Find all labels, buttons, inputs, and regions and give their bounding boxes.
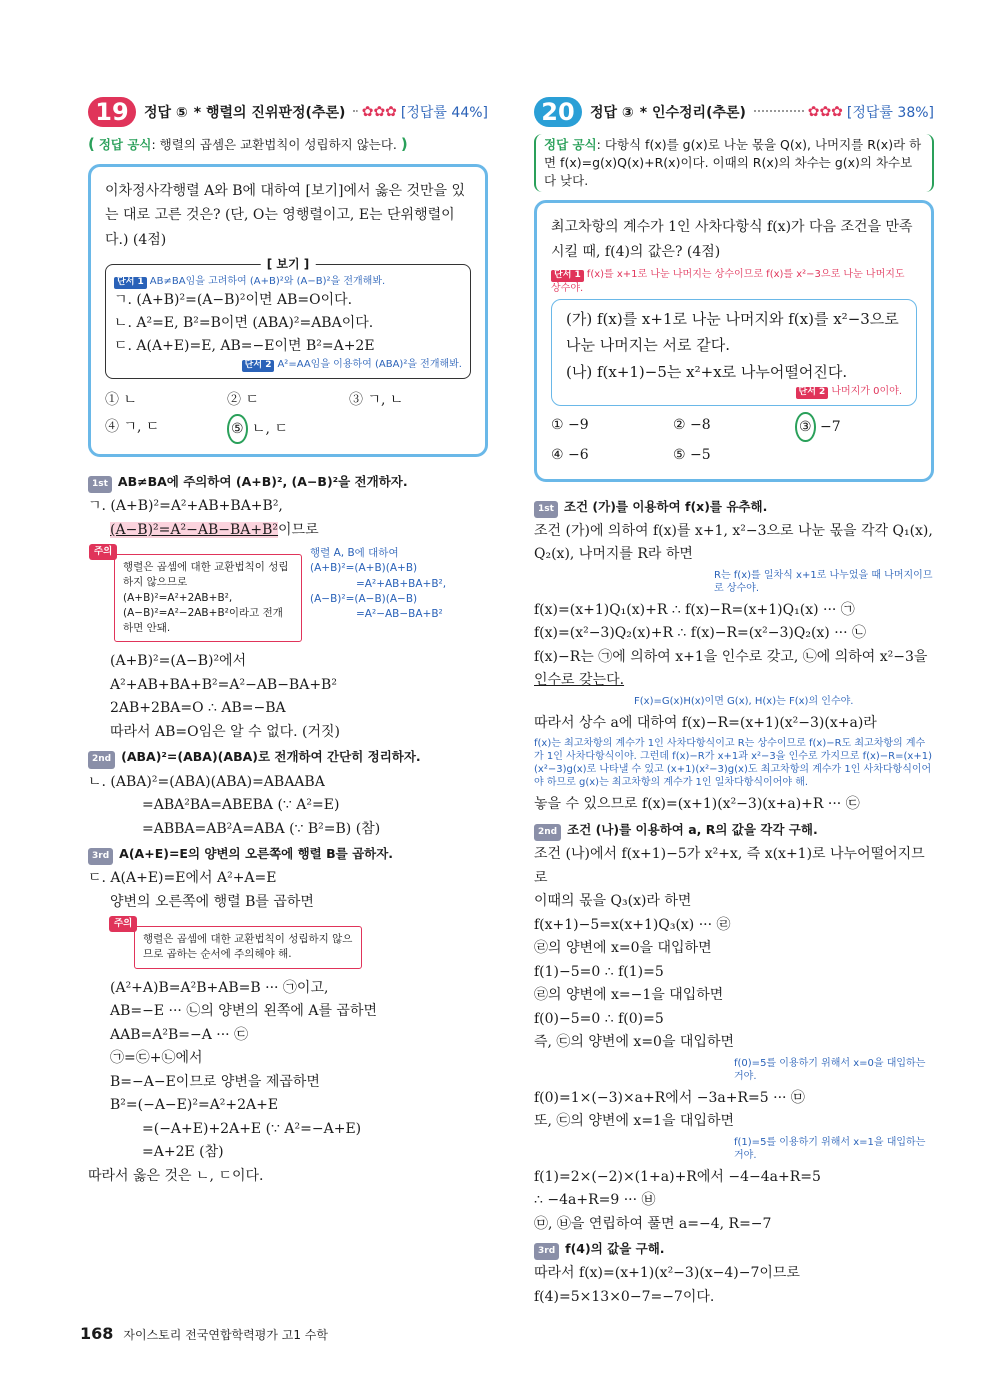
choice-3: ③ ㄱ, ㄴ xyxy=(349,391,404,408)
step-text: AB≠BA에 주의하여 (A+B)², (A−B)²을 전개하자. xyxy=(117,474,408,490)
q19-question-box xyxy=(88,164,488,457)
step-badge: 2nd xyxy=(88,751,115,768)
answer-circle: ⑤ xyxy=(227,414,248,445)
sol-line: 인수로 갖는다. xyxy=(534,672,625,689)
sol-line: 조건 (가)에 의하여 f(x)를 x+1, x²−3으로 나눈 몫을 각각 Q₁(x), xyxy=(534,522,933,539)
step-text: 조건 (가)를 이용하여 f(x)를 유추해. xyxy=(563,498,768,514)
sol-line: ㄷ. A(A+E)=E에서 A²+A=E xyxy=(88,870,277,887)
sol-line: 놓을 수 있으므로 f(x)=(x+1)(x²−3)(x+a)+R ··· ㉢ xyxy=(534,796,860,813)
caution-note xyxy=(94,546,302,642)
sol-line: ∴ −4a+R=9 ··· ㉥ xyxy=(534,1192,656,1209)
q20-solution xyxy=(534,496,934,1310)
sol-line: ㉣의 양변에 x=0을 대입하면 xyxy=(534,940,712,957)
step-badge: 3rd xyxy=(534,1243,559,1260)
sol-line: f(x+1)−5=x(x+1)Q₃(x) ··· ㉣ xyxy=(534,916,731,933)
sol-line: =ABBA=AB²A=ABA (∵ B²=B) (참) xyxy=(142,820,381,837)
caution-tag: 주의 xyxy=(109,916,137,932)
caution-tag: 주의 xyxy=(89,544,117,560)
sol-line: =A+2E (참) xyxy=(142,1144,224,1161)
sol-line: A²+AB+BA+B²=A²−AB−BA+B² xyxy=(110,676,337,693)
sol-line: ㉤, ㉥을 연립하여 풀면 a=−4, R=−7 xyxy=(534,1215,772,1232)
sol-line: 조건 (나)에서 f(x+1)−5가 x²+x, 즉 x(x+1)로 나누어떨어지므로 xyxy=(534,846,925,886)
hint-1 xyxy=(551,268,917,295)
sol-line: Q₂(x), 나머지를 R라 하면 xyxy=(534,546,693,563)
hint-2-tag: 단서 2 xyxy=(242,360,275,372)
sol-line: 2AB+2BA=O ∴ AB=−BA xyxy=(110,700,286,717)
choice-3 xyxy=(795,412,917,443)
hint-2-text: A²=AA임을 이용하여 (ABA)²을 전개해봐. xyxy=(277,359,462,371)
step-badge: 3rd xyxy=(88,848,113,865)
sol-line: B²=(−A−E)²=A²+2A+E xyxy=(110,1097,279,1114)
q19-rate: [정답률 44%] xyxy=(400,105,488,121)
bogi-item-1: ㄱ. (A+B)²=(A−B)²이면 AB=O이다. xyxy=(114,291,353,308)
q20-choices xyxy=(551,412,917,469)
sol-line: B=−A−E이므로 양변을 제곱하면 xyxy=(110,1073,320,1090)
step-2 xyxy=(534,819,934,841)
caution-text: 행렬은 곱셈에 대한 교환법칙이 성립하지 않으므로 곱하는 순서에 주의해야 해. xyxy=(143,933,353,961)
q20-formula xyxy=(534,134,934,192)
step-1 xyxy=(534,496,934,518)
hint-2-text: 나머지가 0이야. xyxy=(831,385,902,397)
q19-formula: ( 정답 공식: 행렬의 곱셈은 교환법칙이 성립하지 않는다. ) xyxy=(88,135,408,153)
sol-highlight: (A−B)²=A²−AB−BA+B² xyxy=(110,521,279,538)
sol-note: f(1)=5를 이용하기 위해서 x=1을 대입하는 거야. xyxy=(734,1136,926,1161)
step-1 xyxy=(88,471,488,493)
q20-rate: [정답률 38%] xyxy=(846,105,934,121)
hint-2-tag: 단서 2 xyxy=(796,387,829,399)
sol-line: f(x)=(x²−3)Q₂(x)+R ∴ f(x)−R=(x²−3)Q₂(x) ··· ㉡ xyxy=(534,625,867,642)
q20-number: 20 xyxy=(534,97,582,127)
q19-header xyxy=(88,96,488,128)
sol-line: (A+B)²=(A−B)²에서 xyxy=(110,653,247,670)
condition-2: (나) f(x+1)−5는 x²+x로 나누어떨어진다. xyxy=(566,362,848,381)
step-badge: 2nd xyxy=(534,824,561,841)
sol-line: 따라서 AB=O임은 알 수 없다. (거짓) xyxy=(110,723,340,740)
formula-label: 정답 공식 xyxy=(98,137,152,152)
sol-line: f(0)−5=0 ∴ f(0)=5 xyxy=(534,1010,664,1027)
sol-note: R는 f(x)를 일차식 x+1로 나누었을 때 나머지이므로 상수야. xyxy=(714,569,933,594)
sol-line: 즉, ㉢의 양변에 x=0을 대입하면 xyxy=(534,1034,735,1051)
q19-number: 19 xyxy=(88,97,136,127)
sol-line: f(1)−5=0 ∴ f(1)=5 xyxy=(534,963,664,980)
hint-1-text: AB≠BA임을 고려하여 (A+B)²와 (A−B)²을 전개해봐. xyxy=(149,276,386,288)
sol-note: F(x)=G(x)H(x)이면 G(x), H(x)는 F(x)의 인수야. xyxy=(634,695,854,707)
sol-line: ㉣의 양변에 x=−1을 대입하면 xyxy=(534,987,724,1004)
bogi-box xyxy=(105,257,471,379)
page-number: 168 xyxy=(80,1324,114,1343)
q20-answer: 정답 ③ xyxy=(590,105,634,121)
sol-line: (A²+A)B=A²B+AB=B ··· ㉠이고, xyxy=(110,979,329,996)
q19-solution xyxy=(88,471,488,1188)
step-text: 조건 (나)를 이용하여 a, R의 값을 각각 구해. xyxy=(567,821,818,837)
sol-line: 양변의 오른쪽에 행렬 B를 곱하면 xyxy=(110,893,314,910)
condition-box xyxy=(551,299,917,405)
sol-line: ㉠=㉢+㉡에서 xyxy=(110,1050,203,1067)
sol-line: AB=−E ··· ㉡의 양변의 왼쪽에 A를 곱하면 xyxy=(110,1003,378,1020)
bogi-title: [ 보기 ] xyxy=(261,255,316,275)
bogi-item-2: ㄴ. A²=E, B²=B이면 (ABA)²=ABA이다. xyxy=(114,315,374,332)
sol-line: 이때의 몫을 Q₃(x)라 하면 xyxy=(534,893,692,910)
sol-line-suffix: 이므로 xyxy=(278,521,319,538)
q20-question: 최고차항의 계수가 1인 사차다항식 f(x)가 다음 조건을 만족시킬 때, f(4)의 값은? (4점) xyxy=(551,219,913,260)
choice-5: ⑤ −5 xyxy=(673,447,711,464)
question-20 xyxy=(534,96,934,1309)
sol-line: =(−A+E)+2A+E (∵ A²=−A+E) xyxy=(142,1120,362,1137)
leader-dots xyxy=(353,109,357,112)
step-3 xyxy=(534,1238,934,1260)
hint-1-tag: 단서 1 xyxy=(114,277,147,289)
hint-2 xyxy=(114,358,462,372)
formula-text: : 다항식 f(x)를 g(x)로 나눈 몫을 Q(x), 나머지를 R(x)라 하면 f(x)=g(x)Q(x)+R(x)이다. 이때의 R(x)의 차수는 g(x)의 차수보다 낮다. xyxy=(544,137,922,189)
step-badge: 1st xyxy=(534,501,558,518)
choice-2: ② −8 xyxy=(673,416,711,433)
sol-line: ㄱ. (A+B)²=A²+AB+BA+B², xyxy=(88,498,283,515)
bogi-item-3: ㄷ. A(A+E)=E, AB=−E이면 B²=A+2E xyxy=(114,338,375,355)
sol-conclusion: f(4)=5×13×0−7=−7이다. xyxy=(534,1288,715,1305)
step-text: A(A+E)=E의 양변의 오른쪽에 행렬 B를 곱하자. xyxy=(119,846,394,862)
q19-answer: 정답 ⑤ xyxy=(144,105,188,121)
difficulty-stars-icon: ✿✿✿ xyxy=(361,104,397,120)
book-title: 자이스토리 전국연합학력평가 고1 수학 xyxy=(123,1328,328,1342)
leader-dots xyxy=(754,109,804,112)
step-text: (ABA)²=(ABA)(ABA)로 전개하여 간단히 정리하자. xyxy=(121,749,421,765)
side-line: (A−B)²=(A−B)(A−B) xyxy=(310,592,418,605)
page-footer xyxy=(80,1324,328,1343)
q19-choices xyxy=(105,387,471,444)
choice-1: ① −9 xyxy=(551,416,589,433)
q20-topic: * 인수정리(추론) xyxy=(639,105,746,121)
choice-3-text: −7 xyxy=(820,418,841,435)
sol-line: =ABA²BA=ABEBA (∵ A²=E) xyxy=(142,797,340,814)
side-line: (A+B)²=(A+B)(A+B) xyxy=(310,562,418,575)
answer-circle: ③ xyxy=(795,412,816,443)
side-line: 행렬 A, B에 대하여 xyxy=(310,547,399,560)
sol-line: f(1)=2×(−2)×(1+a)+R에서 −4−4a+R=5 xyxy=(534,1168,821,1185)
side-line: =A²−AB−BA+B² xyxy=(356,608,443,621)
sol-note: f(0)=5를 이용하기 위해서 x=0을 대입하는 거야. xyxy=(734,1057,926,1082)
choice-5 xyxy=(227,414,349,445)
choice-4: ④ ㄱ, ㄷ xyxy=(105,418,160,435)
step-badge: 1st xyxy=(88,476,112,493)
sol-line: f(0)=1×(−3)×a+R에서 −3a+R=5 ··· ㉤ xyxy=(534,1089,805,1106)
sol-line: 따라서 f(x)=(x+1)(x²−3)(x−4)−7이므로 xyxy=(534,1265,800,1282)
choice-1: ① ㄴ xyxy=(105,391,137,408)
sol-line: ㄴ. (ABA)²=(ABA)(ABA)=ABAABA xyxy=(88,773,325,790)
sol-line: 또, ㉢의 양변에 x=1을 대입하면 xyxy=(534,1113,735,1130)
step-3 xyxy=(88,843,488,865)
q19-topic: * 행렬의 진위판정(추론) xyxy=(193,105,346,121)
sol-line: f(x)=(x+1)Q₁(x)+R ∴ f(x)−R=(x+1)Q₁(x) ··· ㉠ xyxy=(534,601,855,618)
question-19 xyxy=(88,96,488,1188)
step-2 xyxy=(88,746,488,768)
step-text: f(4)의 값을 구해. xyxy=(565,1241,665,1257)
difficulty-stars-icon: ✿✿✿ xyxy=(807,104,843,120)
q19-question: 이차정사각행렬 A와 B에 대하여 [보기]에서 옳은 것만을 있는 대로 고른 것은? (단, O는 영행렬이고, E는 단위행렬이다.) (4점) xyxy=(105,182,466,248)
hint-1-text: f(x)를 x+1로 나눈 나머지는 상수이므로 f(x)를 x²−3으로 나눈 나머지도 상수야. xyxy=(551,269,905,295)
expansion-note xyxy=(310,542,446,650)
sol-line: f(x)−R는 ㉠에 의하여 x+1을 인수로 갖고, ㉡에 의하여 x²−3을 xyxy=(534,648,928,665)
hint-1-tag: 단서 1 xyxy=(551,270,584,282)
caution-note-2 xyxy=(114,918,362,968)
choice-5-text: ㄴ, ㄷ xyxy=(252,420,288,437)
sol-line: AAB=A²B=−A ··· ㉢ xyxy=(110,1026,249,1043)
sol-note: f(x)는 최고차항의 계수가 1인 사차다항식이고 R는 상수이므로 f(x)−R도 최고차항의 계수가 1인 사차다항식이야. 그런데 f(x)−R가 x+1과 x²−3을 인수로 가지므로 f(x)−R=(x+1)(x²−3)g(x)로 나타낼 수 있고 (x+1)(x²−3)g(x)도 최고차항의 계수가 1인 사차다항식이어야 하므로 g(x)는 최고차항의 계수가 1인 일차다항식이어야 해. xyxy=(534,738,932,789)
choice-2: ② ㄷ xyxy=(227,391,259,408)
hint-1 xyxy=(114,275,462,289)
side-line: =A²+AB+BA+B², xyxy=(356,577,447,590)
q20-header xyxy=(534,96,934,128)
choice-4: ④ −6 xyxy=(551,447,589,464)
formula-text: : 행렬의 곱셈은 교환법칙이 성립하지 않는다. xyxy=(151,137,397,152)
sol-line-highlight xyxy=(88,519,488,543)
hint-2 xyxy=(566,385,902,399)
condition-1: (가) f(x)를 x+1로 나눈 나머지와 f(x)를 x²−3으로 나눈 나머지는 서로 같다. xyxy=(566,310,899,355)
sol-conclusion: 따라서 옳은 것은 ㄴ, ㄷ이다. xyxy=(88,1167,264,1184)
formula-label: 정답 공식 xyxy=(544,137,597,152)
sol-line: 따라서 상수 a에 대하여 f(x)−R=(x+1)(x²−3)(x+a)라 xyxy=(534,714,877,731)
q20-question-box xyxy=(534,200,934,481)
sol-annotation-row xyxy=(88,542,488,650)
caution-text: 행렬은 곱셈에 대한 교환법칙이 성립하지 않으므로 (A+B)²=A²+2AB+B², (A−B)²=A²−2AB+B²이라고 전개하면 안돼. xyxy=(123,561,289,635)
